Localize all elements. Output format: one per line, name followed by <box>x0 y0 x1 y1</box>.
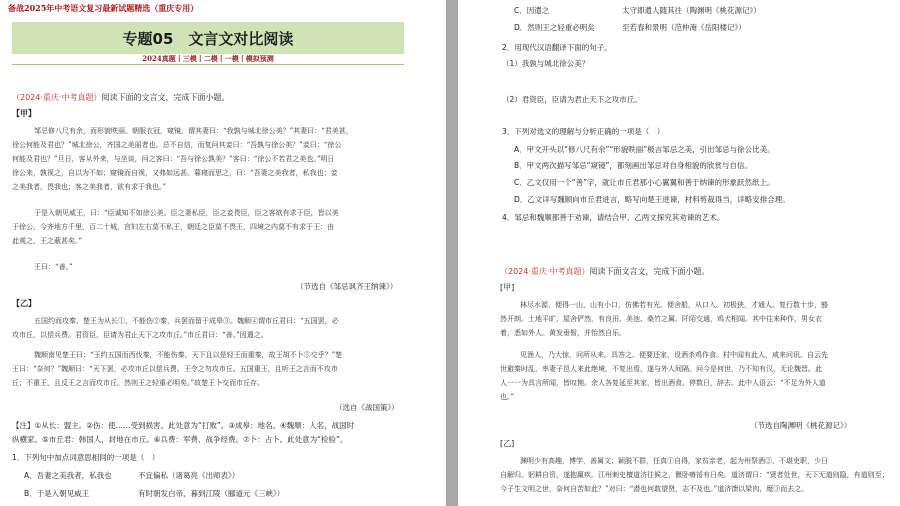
intro-text: 阅读下面的文言文，完成下面小题。 <box>101 93 230 102</box>
q3-option-c: C．乙文仅用一个“善”字，就让市丘君那小心翼翼和善于纳谏的形象跃然纸上。 <box>514 178 775 187</box>
jia-line: 邹忌修八尺有余，而形貌昳丽。朝服衣冠，窥镜，谓其妻曰：“我孰与城北徐公美？”其妻曰：“君美甚， <box>34 127 353 135</box>
passage2-jia-source: （节选自陶渊明《桃花源记》） <box>750 421 852 430</box>
title-band <box>12 22 404 54</box>
passage2-yi-line: 渊明少有高趣，博学，善属文；颖脱不群，任真①自得，家贫亲老，起为州祭酒②，不堪吏职，少日 <box>520 457 828 465</box>
jia-line: 王曰：“善。” <box>34 263 73 271</box>
jia-line: 徐公来，孰视之，自以为不如；窥镜而自视，又弗如远甚。暮寝而思之，曰：“吾妻之美我者，私我也；妾 <box>12 169 338 177</box>
document-page-right <box>458 0 900 506</box>
jia-source: （节选自《邹忌讽齐王纳谏》） <box>296 282 398 291</box>
yi-source: （选自《战国策》） <box>335 403 399 412</box>
q2-item-1: （1）我孰与城北徐公美？ <box>502 59 590 68</box>
passage2-jia-line: 然开朗。土地平旷，屋舍俨然，有良田、美池、桑竹之属。阡陌交通，鸡犬相闻。其中往来种作，男女衣 <box>500 315 822 323</box>
jia-line: 此观之，王之蔽甚矣。” <box>12 237 83 245</box>
q3-option-b: B．甲文两次描写邹忌“窥镜”，都刻画出邹忌对自身相貌的欣赏与自信。 <box>514 161 752 170</box>
q3-option-a: A．甲文开头以“修八尺有余”“形貌昳丽”极言邹忌之美，引出邹忌与徐公比美。 <box>514 145 775 154</box>
q1-option-d-compare: 至若春和景明（范仲淹《岳阳楼记》） <box>622 23 746 32</box>
jia-label: 【甲】 <box>12 109 36 118</box>
yi-label: 【乙】 <box>12 299 36 308</box>
document-page-left <box>0 0 446 506</box>
question-1: 1．下列句中加点词意思相同的一项是（ ） <box>12 453 160 462</box>
q1-option-d: D．然则王之轻重必明矣 <box>514 23 595 32</box>
question-2: 2．用现代汉语翻译下面的句子。 <box>502 43 612 52</box>
subtitle-divider <box>12 64 404 65</box>
yi-line: 攻市丘，以偿兵费。君资臣，臣请为君止天下之攻市丘。”市丘君曰：“善。”因遣之。 <box>12 331 268 339</box>
q1-option-b: B．于是入朝见威王 <box>24 489 90 498</box>
jia-line: 于是入朝见威王，曰：“臣诚知不如徐公美。臣之妻私臣，臣之妾畏臣，臣之客欲有求于臣，皆以美 <box>34 209 339 217</box>
page-gutter <box>446 0 458 506</box>
passage2-intro <box>500 266 709 277</box>
q1-option-b-compare: 有时朝发白帝，暮到江陵（郦道元《三峡》） <box>138 489 285 498</box>
page-subtitle: 2024真题丨三模丨二模丨一模丨模拟预测 <box>142 54 274 63</box>
passage2-yi-label: [乙] <box>500 439 515 448</box>
intro-line <box>12 92 229 103</box>
page-title: 专题05 文言文对比阅读 <box>122 30 294 48</box>
header-banner: 备战2025年中考语文复习最新试题精选（重庆专用） <box>8 3 199 13</box>
passage2-yi-line: 自解归。躬耕自资，遂抱羸疾。江州刺史檀道济往候之，偃卧瘠馁有日矣。道济谓曰：“贤者处世，天下无道则隐，有道则至； <box>500 471 889 479</box>
passage2-jia-line: 人一一为具言所闻，皆叹惋。余人各复延至其家，皆出酒食。停数日，辞去。此中人语云：“不足为外人道 <box>500 379 826 387</box>
question-3: 3．下列对选文的理解与分析正确的一项是（ ） <box>502 127 665 136</box>
q1-option-a-compare: 不宜偏私（诸葛亮《出师表》） <box>138 471 240 480</box>
passage2-jia-line: 林尽水源，便得一山，山有小口，仿佛若有光。便舍船，从口入。初极狭，才通人。复行数十步，豁 <box>520 301 828 309</box>
passage2-jia-line: 见渔人，乃大惊，问所从来。具答之。便要还家，设酒杀鸡作食。村中闻有此人，咸来问讯。自云先 <box>520 351 828 359</box>
jia-line: 徐公何能及君也？”城北徐公，齐国之美丽者也。忌不自信，而复问其妾曰：“吾孰与徐公美？”妾曰：“徐公 <box>12 141 342 149</box>
jia-line: 于徐公。今齐地方千里，百二十城，宫妇左右莫不私王，朝廷之臣莫不畏王，四境之内莫不有求于王：由 <box>12 223 334 231</box>
yi-line: 五国约而攻秦，楚王为从长①，不能伤②秦，兵罢而留于成皋③。魏顺④谓市丘君曰：“五国罢，必 <box>34 317 339 325</box>
passage2-text: 阅读下面文言文，完成下面小题。 <box>589 267 710 276</box>
passage2-jia-line: 着，悉如外人。黄发垂髫，并怡然自乐。 <box>500 329 626 337</box>
yi-line: 丘；不重王，且反王之言而攻市丘。然则王之轻重必明矣。”故楚王卜交而市丘存。 <box>12 379 265 387</box>
passage2-jia-line: 世避秦时乱，率妻子邑人来此绝境，不复出焉，遂与外人间隔。问今是何世，乃不知有汉，无论魏晋。此 <box>500 365 822 373</box>
jia-line: 何能及君也？”旦日，客从外来，与坐谈，问之客曰：“吾与徐公孰美？”客曰：“徐公不若君之美也。”明日 <box>12 155 335 163</box>
q1-option-c-compare: 太守即遣人随其往（陶渊明《桃花源记》） <box>622 6 761 15</box>
q1-option-c: C．因遣之 <box>514 6 550 15</box>
q3-option-d: D．乙文详写魏顺向市丘君进言，略写向楚王进谏，材料剪裁得当，详略安排合理。 <box>514 195 790 204</box>
yi-line: 王曰：“奈何？”魏顺曰：“天下罢，必攻市丘以偿兵费。王令之勿攻市丘。五国重王，且听王之言而不攻市 <box>12 365 338 373</box>
question-4: 4．邹忌和魏顺都善于劝谏，请结合甲、乙两文探究其劝谏的艺术。 <box>502 213 725 222</box>
passage2-source: （2024·重庆·中考真题） <box>500 267 590 276</box>
q2-item-2: （2）君资臣，臣请为君止天下之攻市丘。 <box>502 95 642 104</box>
notes-line: 纵横家。⑤市丘君：韩国人，封地在市丘。⑥兵费：军费、战争经费。⑦卜：占卜。此处意为“检验”。 <box>12 435 348 444</box>
yi-line: 魏顺南见楚王曰：“王约五国而西伐秦，不能伤秦，天下且以是轻王而重秦，故王胡不卜⑤交乎？”楚 <box>34 351 343 359</box>
passage2-yi-line: 今子生文明之世，奈何自苦如此？”对曰：“潜也何敢望贤，志不及也。”道济馈以梁肉，麾③而去之。 <box>500 485 809 493</box>
intro-source: （2024·重庆·中考真题） <box>12 93 102 102</box>
notes-line: 【注】①从长：盟主。②伤：使……受到损害。此处意为“打败”。③成皋：地名。④魏顺：人名，战国时 <box>12 421 355 430</box>
jia-line: 之美我者，畏我也；客之美我者，欲有求于我也。” <box>12 183 167 191</box>
passage2-jia-line: 也。” <box>500 393 515 401</box>
passage2-jia-label: [甲] <box>500 283 515 292</box>
q1-option-a: A．吾妻之美我者，私我也 <box>24 471 112 480</box>
